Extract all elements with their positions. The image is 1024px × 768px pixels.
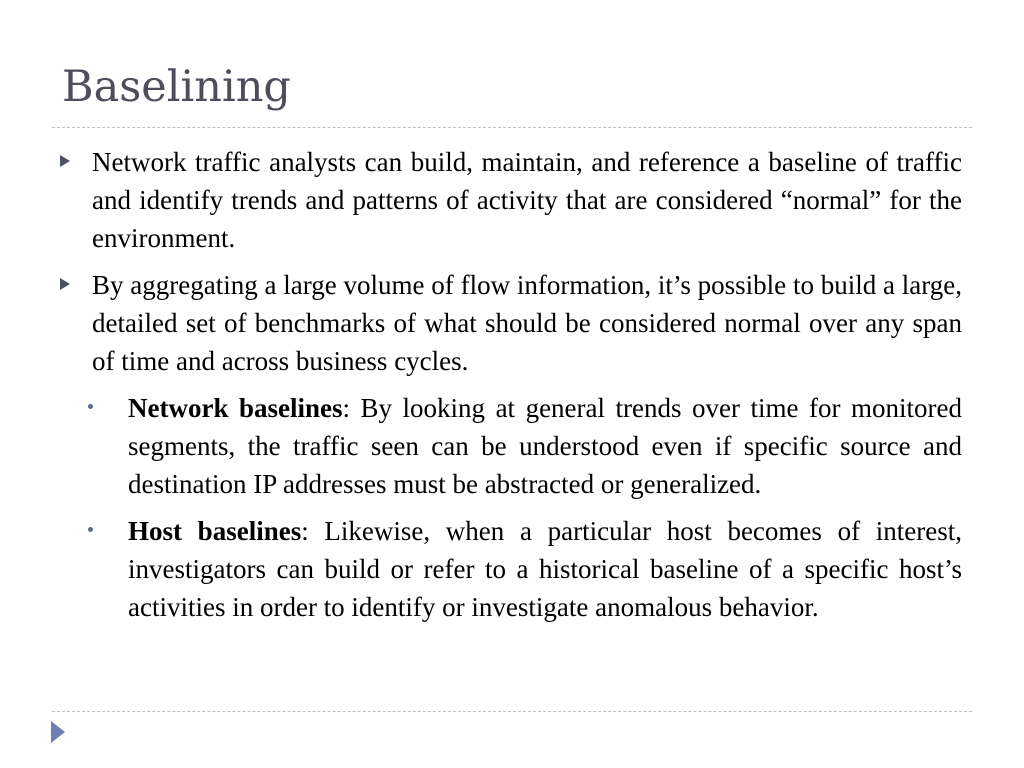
bullet-item-2 [54,266,962,380]
bullet-item-1 [54,143,962,257]
sub-bullet-term: Network baselines [128,393,343,423]
sub-bullet-term: Host baselines [128,516,302,546]
sub-bullet-host-baselines [54,512,962,626]
sub-bullet-text: : By looking at general trends over time for monitored segments, the traffic seen can be understood even if specific source and destination IP addresses must be abstracted or generalized. [128,393,962,499]
slide-title: Baselining [62,62,291,112]
sub-bullet-text: : Likewise, when a particular host becomes of interest, investigators can build or refer to a historical baseline of a specific host’s activities in order to identify or investigate anomalous behavior. [128,516,962,622]
dot-bullet-icon [88,527,93,532]
bullet-text: By aggregating a large volume of flow information, it’s possible to build a large, detailed set of benchmarks of what should be considered normal over any span of time and across business cycles. [92,270,962,376]
triangle-bullet-icon [60,155,70,167]
sub-bullet-network-baselines [54,389,962,503]
bullet-text: Network traffic analysts can build, maintain, and reference a baseline of traffic and identify trends and patterns of activity that are considered “normal” for the environment. [92,147,962,253]
title-divider [52,127,972,128]
slide-content [54,143,962,635]
play-arrow-icon[interactable] [51,721,65,743]
footer-divider [52,711,972,712]
triangle-bullet-icon [60,278,70,290]
dot-bullet-icon [88,404,93,409]
